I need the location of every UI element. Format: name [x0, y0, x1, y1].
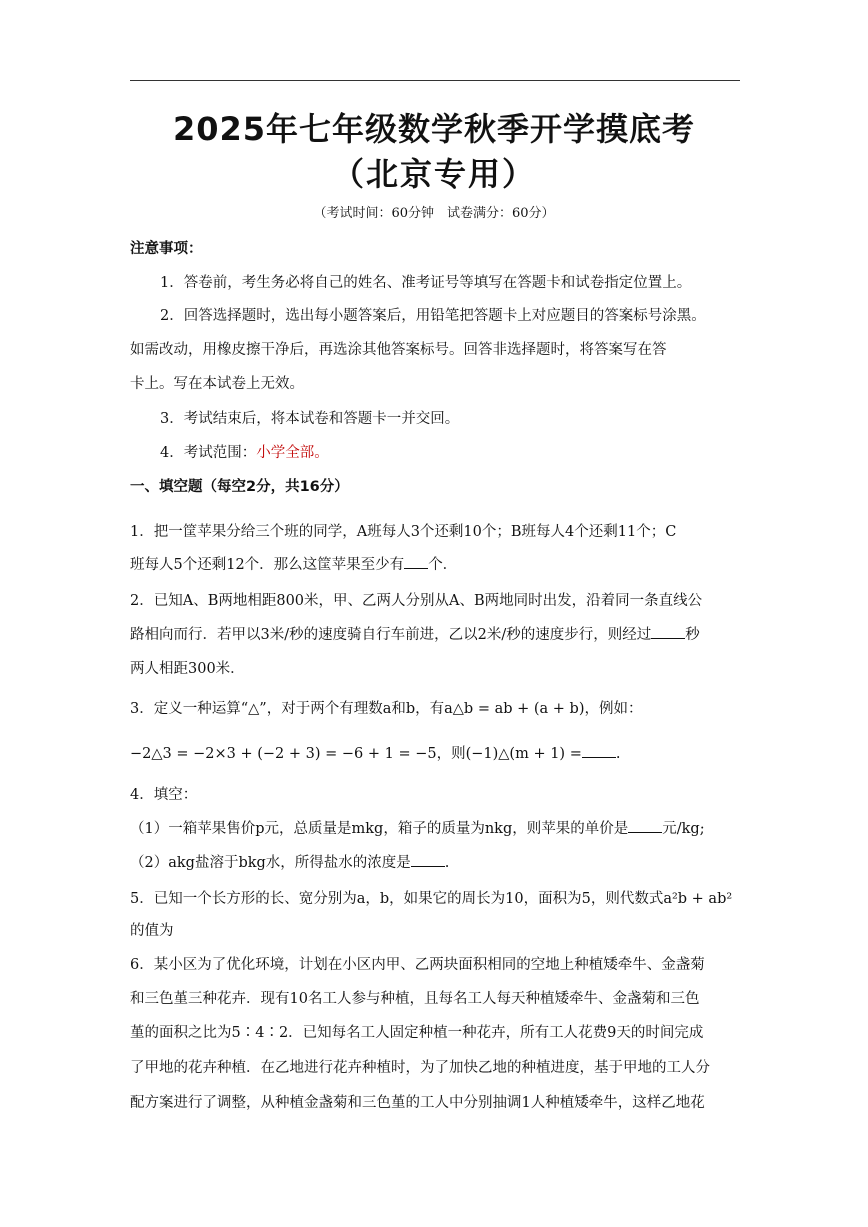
notice-item-2-line-2: 如需改动，用橡皮擦干净后，再选涂其他答案标号。回答非选择题时，将答案写在答 — [130, 342, 667, 358]
q1-text: 班每人5个还剩12个．那么这筐苹果至少有 — [130, 557, 405, 573]
notice-heading: 注意事项： — [130, 241, 203, 257]
q4-part-2-text: （2）akg盐溶于bkg水，所得盐水的浓度是 — [130, 855, 411, 871]
notice-item-2-line-1: 2．回答选择题时，选出每小题答案后，用铅笔把答题卡上对应题目的答案标号涂黑。 — [160, 308, 706, 324]
q3-answer-blank — [582, 745, 616, 758]
q4-part-1-unit: 元/kg; — [662, 821, 705, 837]
q3-line-1: 3．定义一种运算“△”，对于两个有理数a和b，有a△b = ab + (a + b)，例如： — [130, 701, 643, 717]
q2-line-3: 两人相距300米． — [130, 661, 245, 677]
exam-scope: 小学全部。 — [256, 445, 329, 461]
notice-item-4-prefix: 4．考试范围： — [160, 445, 257, 461]
q4-part-2-blank — [411, 854, 445, 867]
q4-line-3 — [130, 852, 449, 874]
q2-text-end: 秒 — [685, 627, 700, 643]
q6-line-2: 和三色堇三种花卉．现有10名工人参与种植，且每名工人每天种植矮牵牛、金盏菊和三色 — [130, 991, 700, 1007]
q3-text: −2△3 = −2×3 + (−2 + 3) = −6 + 1 = −5，则(−1)△(m + 1) = — [130, 746, 582, 762]
q2-text: 路相向而行．若甲以3米/秒的速度骑自行车前进，乙以2米/秒的速度步行，则经过 — [130, 627, 652, 643]
q1-text-end: 个． — [428, 557, 458, 573]
q2-answer-blank — [651, 626, 685, 639]
q3-line-2 — [130, 743, 620, 765]
notice-item-3: 3．考试结束后，将本试卷和答题卡一并交回。 — [160, 411, 460, 427]
q6-line-3: 堇的面积之比为5∶4∶2．已知每名工人固定种植一种花卉，所有工人花费9天的时间完成 — [130, 1025, 704, 1041]
q6-line-1: 6．某小区为了优化环境，计划在小区内甲、乙两块面积相同的空地上种植矮牵牛、金盏菊 — [130, 957, 705, 973]
q1-line-2 — [130, 554, 457, 576]
exam-info: （考试时间：60分钟 试卷满分：60分） — [313, 206, 555, 221]
q6-line-5: 配方案进行了调整，从种植金盏菊和三色堇的工人中分别抽调1人种植矮牵牛，这样乙地花 — [130, 1095, 705, 1111]
q5-line-2: 的值为 — [130, 923, 174, 939]
header-rule — [130, 80, 740, 81]
exam-subtitle: （北京专用） — [331, 155, 536, 193]
q4-line-1: 4．填空： — [130, 787, 198, 803]
exam-title: 2025年七年级数学秋季开学摸底考 — [172, 110, 696, 148]
notice-item-4 — [160, 442, 329, 464]
q4-part-1-text: （1）一箱苹果售价p元，总质量是mkg，箱子的质量为nkg，则苹果的单价是 — [130, 821, 629, 837]
q4-part-1-blank — [628, 820, 662, 833]
section-1-heading: 一、填空题（每空2分，共16分） — [130, 479, 349, 495]
q6-line-4: 了甲地的花卉种植．在乙地进行花卉种植时，为了加快乙地的种植进度，基于甲地的工人分 — [130, 1060, 710, 1076]
notice-item-2-line-3: 卡上。写在本试卷上无效。 — [130, 376, 304, 392]
q1-answer-blank — [404, 556, 428, 569]
q3-text-end: . — [615, 746, 621, 762]
q4-part-2-end: . — [444, 855, 450, 871]
q5-line-1: 5．已知一个长方形的长、宽分别为a，b，如果它的周长为10，面积为5，则代数式a²b + ab² — [130, 891, 733, 907]
q2-line-2 — [130, 624, 700, 646]
q2-line-1: 2．已知A、B两地相距800米，甲、乙两人分别从A、B两地同时出发，沿着同一条直线公 — [130, 593, 703, 609]
q1-line-1: 1．把一筐苹果分给三个班的同学，A班每人3个还剩10个；B班每人4个还剩11个；C — [130, 524, 677, 540]
notice-item-1: 1．答卷前，考生务必将自己的姓名、准考证号等填写在答题卡和试卷指定位置上。 — [160, 275, 692, 291]
q4-line-2 — [130, 818, 705, 840]
